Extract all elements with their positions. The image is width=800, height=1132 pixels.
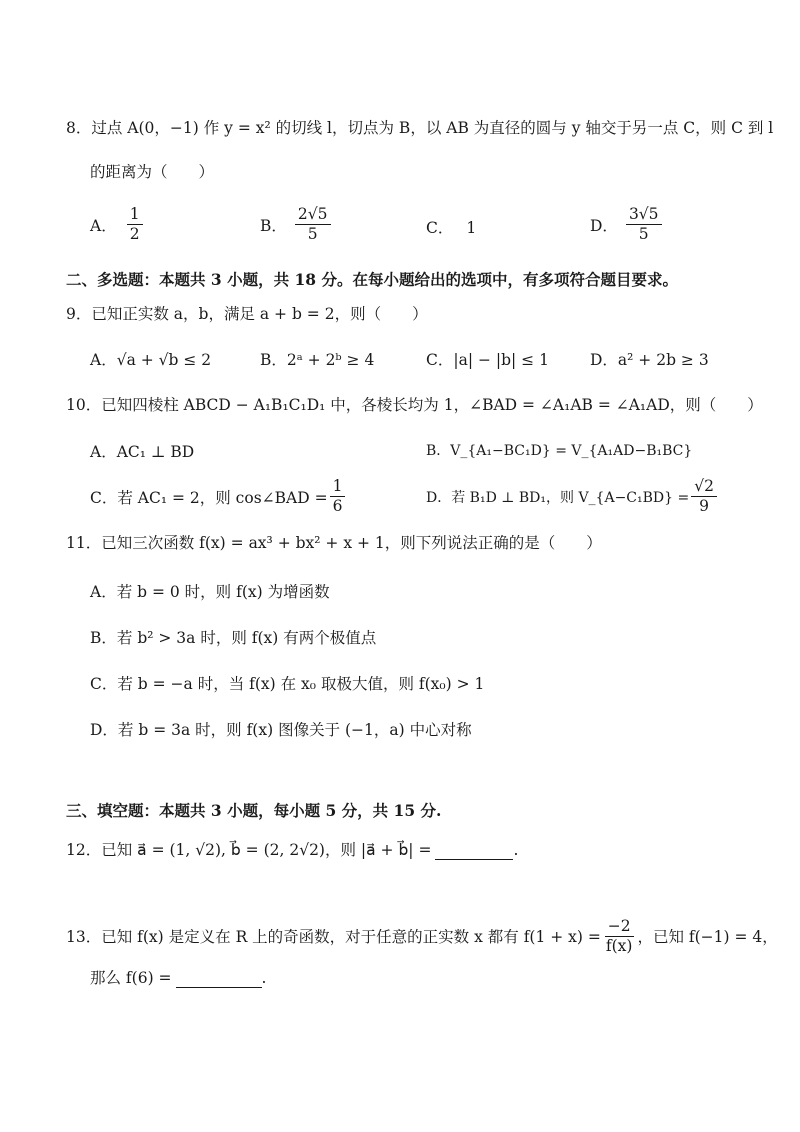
q8-option-c — [426, 216, 476, 238]
answer-blank[interactable] — [435, 859, 513, 860]
fraction — [603, 918, 636, 955]
fraction — [626, 206, 662, 243]
option-label: B． — [260, 216, 287, 235]
period: . — [261, 969, 267, 987]
q10-option-a: A．AC₁ ⊥ BD — [90, 443, 195, 461]
q11-option-b: B．若 b² > 3a 时，则 f(x) 有两个极值点 — [90, 629, 377, 647]
question-13-stem2: 那么 f(6) = — [90, 969, 172, 987]
fraction-denominator: 5 — [307, 225, 318, 244]
q10-option-c — [90, 478, 347, 515]
question-13-stem: 13．已知 f(x) 是定义在 R 上的奇函数，对于任意的正实数 x 都有 f(1 + x) = — [66, 927, 601, 946]
q11-option-a: A．若 b = 0 时，则 f(x) 为增函数 — [90, 583, 330, 601]
fraction-denominator: 2 — [129, 225, 140, 244]
question-13-line1 — [66, 918, 778, 955]
q10-option-d — [426, 478, 719, 515]
question-11-stem: 11．已知三次函数 f(x) = ax³ + bx² + x + 1，则下列说法正确的是（ ） — [66, 534, 602, 552]
q8-option-d — [590, 206, 664, 243]
question-13-line2 — [90, 968, 266, 988]
q8-option-b — [260, 206, 333, 243]
question-9-stem: 9．已知正实数 a，b，满足 a + b = 2，则（ ） — [66, 305, 428, 323]
q10-option-b: B．V_{A₁−BC₁D} = V_{A₁AD−B₁BC} — [426, 443, 693, 459]
q9-option-a: A．√a + √b ≤ 2 — [90, 351, 212, 369]
question-10-stem: 10．已知四棱柱 ABCD − A₁B₁C₁D₁ 中，各棱长均为 1，∠BAD = ∠A₁AB = ∠A₁AD，则（ ） — [66, 396, 763, 414]
q8-option-a — [90, 206, 145, 243]
fraction-denominator: 9 — [699, 497, 710, 516]
fraction — [330, 478, 346, 515]
question-8-stem-cont: 的距离为（ ） — [90, 163, 215, 181]
question-12-stem: 12．已知 a⃗ = (1, √2), b⃗ = (2, 2√2)，则 |a⃗ + b⃗| = — [66, 841, 432, 859]
option-label: C． — [426, 219, 454, 237]
fraction-numerator: 2√5 — [295, 206, 331, 225]
option-label: D． — [590, 216, 618, 235]
fraction-denominator: 5 — [638, 225, 649, 244]
q11-option-c: C．若 b = −a 时，当 f(x) 在 x₀ 取极大值，则 f(x₀) > 1 — [90, 675, 485, 693]
section-3-heading: 三、填空题：本题共 3 小题，每小题 5 分，共 15 分. — [66, 801, 442, 820]
question-8-stem: 8．过点 A(0，−1) 作 y = x² 的切线 l，切点为 B，以 AB 为直径的圆与 y 轴交于另一点 C，则 C 到 l — [66, 119, 774, 137]
section-2-heading: 二、多选题：本题共 3 小题，共 18 分。在每小题给出的选项中，有多项符合题目要求。 — [66, 270, 678, 289]
question-13-stem-cont: ，已知 f(−1) = 4， — [637, 927, 778, 946]
fraction — [127, 206, 143, 243]
fraction-numerator: 3√5 — [626, 206, 662, 225]
q11-option-d: D．若 b = 3a 时，则 f(x) 图像关于 (−1，a) 中心对称 — [90, 721, 472, 739]
option-value: 1 — [466, 219, 477, 237]
fraction — [295, 206, 331, 243]
option-text: C．若 AC₁ = 2，则 cos∠BAD = — [90, 488, 328, 507]
q9-option-d: D．a² + 2b ≥ 3 — [590, 351, 709, 369]
answer-blank[interactable] — [176, 987, 262, 988]
fraction-denominator: 6 — [332, 497, 343, 516]
question-8-line2 — [90, 162, 214, 182]
q9-option-c: C．|a| − |b| ≤ 1 — [426, 351, 549, 369]
fraction-numerator: −2 — [605, 918, 634, 937]
option-text: D．若 B₁D ⊥ BD₁，则 V_{A−C₁BD} = — [426, 489, 690, 506]
fraction-numerator: 1 — [330, 478, 346, 497]
period: . — [513, 841, 519, 859]
fraction-denominator: f(x) — [605, 937, 633, 956]
question-8-line1 — [66, 118, 773, 138]
fraction-numerator: √2 — [691, 478, 717, 497]
q9-option-b: B．2ᵃ + 2ᵇ ≥ 4 — [260, 351, 375, 369]
fraction — [691, 478, 717, 515]
question-12 — [66, 840, 518, 860]
fraction-numerator: 1 — [127, 206, 143, 225]
option-label: A． — [90, 216, 117, 235]
